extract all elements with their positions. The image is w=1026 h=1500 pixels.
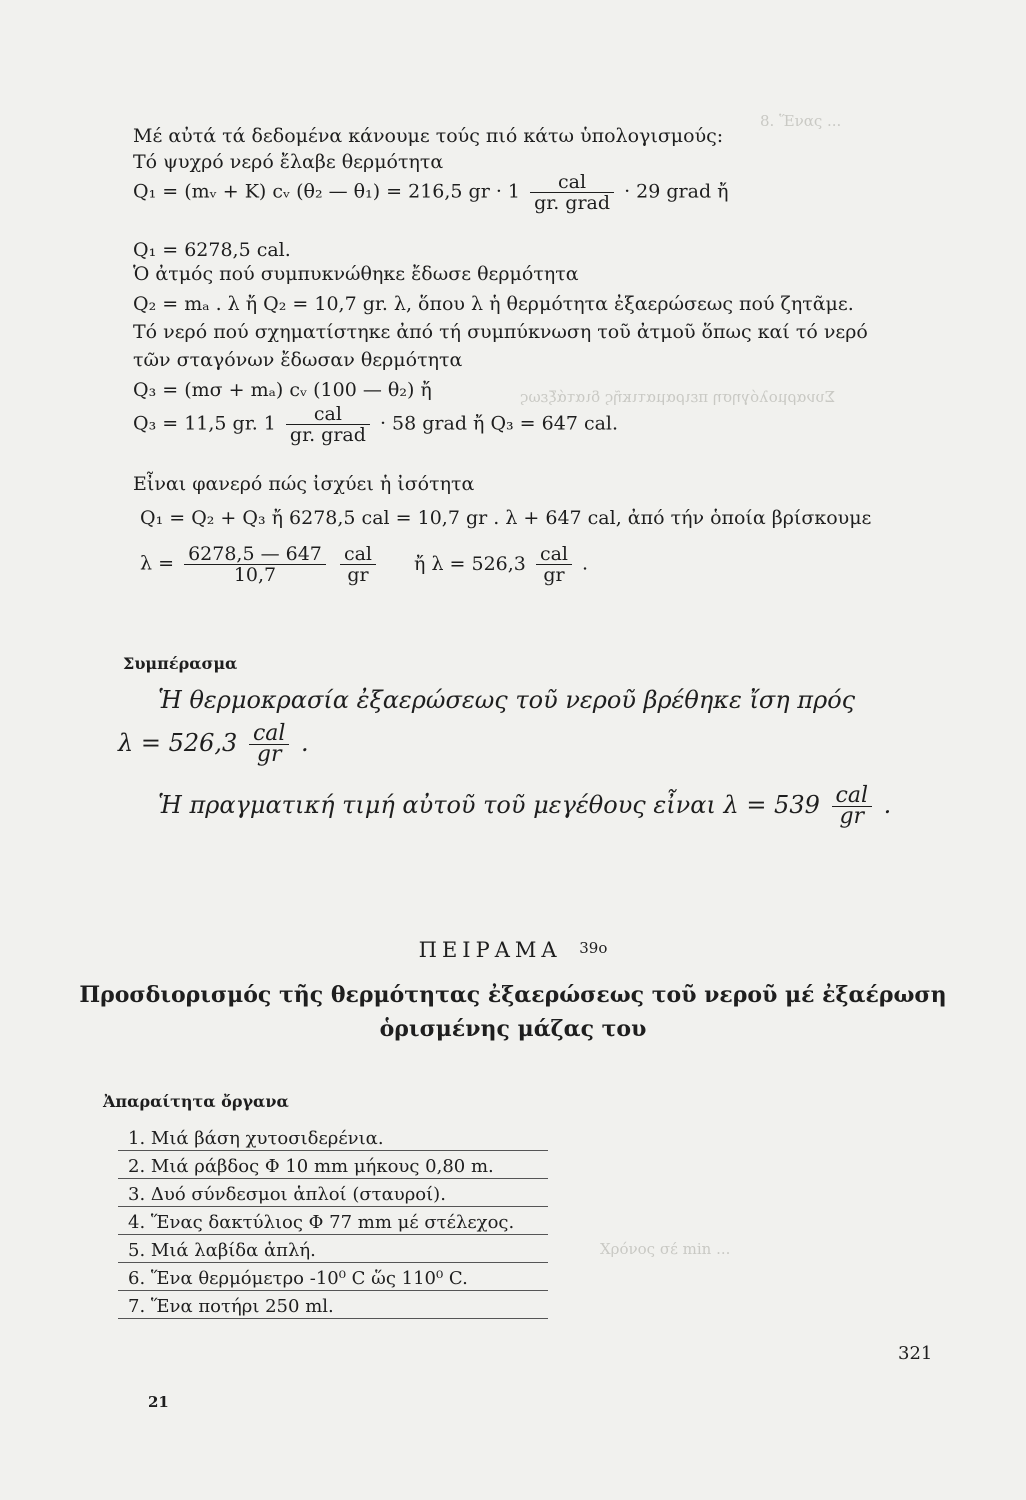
conclusion-line-1: Ἡ θερμοκρασία ἐξαερώσεως τοῦ νεροῦ βρέθηκε ἴση πρός — [158, 686, 856, 714]
bleed-through-decoration: Συναρμολόγηση πειραματικῆς διατάξεως — [520, 388, 836, 406]
list-item: 7. Ἕνα ποτήρι 250 ml. — [128, 1296, 334, 1317]
bleed-through-decoration: Χρόνος σέ min ... — [600, 1240, 731, 1258]
q2-equation: Q₂ = mₐ . λ ἤ Q₂ = 10,7 gr. λ, ὅπου λ ἡ θερμότητα ἐξαερώσεως πού ζητᾶμε. — [133, 293, 854, 315]
divider — [118, 1234, 548, 1235]
steam-text: Ὁ ἀτμός πού συμπυκνώθηκε ἔδωσε θερμότητα — [133, 263, 579, 285]
list-item: 4. Ἕνας δακτύλιος Φ 77 mm μέ στέλεχος. — [128, 1212, 515, 1233]
intro-text: Μέ αὐτά τά δεδομένα κάνουμε τούς πιό κάτω ὑπολογισμούς: — [133, 125, 724, 147]
divider — [118, 1318, 548, 1319]
divider — [118, 1150, 548, 1151]
list-item: 6. Ἕνα θερμόμετρο -10⁰ C ὥς 110⁰ C. — [128, 1268, 468, 1289]
divider — [118, 1262, 548, 1263]
list-item: 1. Μιά βάση χυτοσιδερένια. — [128, 1128, 384, 1149]
list-item: 5. Μιά λαβίδα ἁπλή. — [128, 1240, 316, 1261]
water-text-1: Τό νερό πού σχηματίστηκε ἀπό τή συμπύκνωση τοῦ ἀτμοῦ ὅπως καί τό νερό — [133, 321, 868, 343]
experiment-number: 39ο — [579, 939, 608, 957]
list-item: 3. Δυό σύνδεσμοι ἁπλοί (σταυροί). — [128, 1184, 446, 1205]
list-item: 2. Μιά ράβδος Φ 10 mm μήκους 0,80 m. — [128, 1156, 494, 1177]
conclusion-line-2: λ = 526,3 $\frac{\text{cal}}{gr}$ . — [118, 721, 309, 767]
experiment-title-line-2: ὁρισμένης μάζας του — [379, 1016, 647, 1042]
divider — [118, 1178, 548, 1179]
q3-value-equation: Q₃ = 11,5 gr. 1 $\frac{\text{cal}}{\text{gr. grad}}$ · 58 grad ἤ Q₃ = 647 cal. — [133, 403, 619, 446]
lambda-equation: λ = $\frac{6278,5 — 647}{10,7}$ $\frac{\text{cal}}{gr}$ ἤ λ = 526,3 $\frac{\text{cal}}{gr}$ . — [140, 543, 589, 586]
water-text-2: τῶν σταγόνων ἔδωσαν θερμότητα — [133, 349, 463, 371]
page-number: 321 — [898, 1343, 933, 1364]
bleed-through-decoration: 8. Ἕνας ... — [760, 112, 842, 130]
q1-equation: Q₁ = (mᵥ + K) cᵥ (θ₂ — θ₁) = 216,5 gr · 1 $\frac{\text{cal}}{\text{gr. grad}}$ · 29 grad ἤ — [133, 171, 729, 214]
cold-water-text: Τό ψυχρό νερό ἔλαβε θερμότητα — [133, 151, 444, 173]
energy-balance-equation: Q₁ = Q₂ + Q₃ ἤ 6278,5 cal = 10,7 gr . λ + 647 cal, ἀπό τήν ὁποία βρίσκουμε — [140, 507, 872, 529]
q1-value: Q₁ = 6278,5 cal. — [133, 239, 291, 261]
divider — [118, 1290, 548, 1291]
experiment-label: ΠΕΙΡΑΜΑ 39ο — [418, 938, 608, 962]
conclusion-heading: Συμπέρασμα — [123, 654, 238, 673]
printer-signature: 21 — [148, 1393, 169, 1411]
conclusion-line-3: Ἡ πραγματική τιμή αὐτοῦ τοῦ μεγέθους εἶναι λ = 539 $\frac{\text{cal}}{gr}$ . — [158, 783, 892, 829]
equipment-heading: Ἀπαραίτητα ὄργανα — [103, 1092, 289, 1111]
experiment-title-line-1: Προσδιορισμός τῆς θερμότητας ἐξαερώσεως τοῦ νεροῦ μέ ἐξαέρωση — [79, 982, 947, 1008]
equality-text: Εἶναι φανερό πώς ἰσχύει ἡ ἰσότητα — [133, 473, 475, 495]
q3-equation: Q₃ = (mσ + mₐ) cᵥ (100 — θ₂) ἤ — [133, 379, 432, 401]
divider — [118, 1206, 548, 1207]
